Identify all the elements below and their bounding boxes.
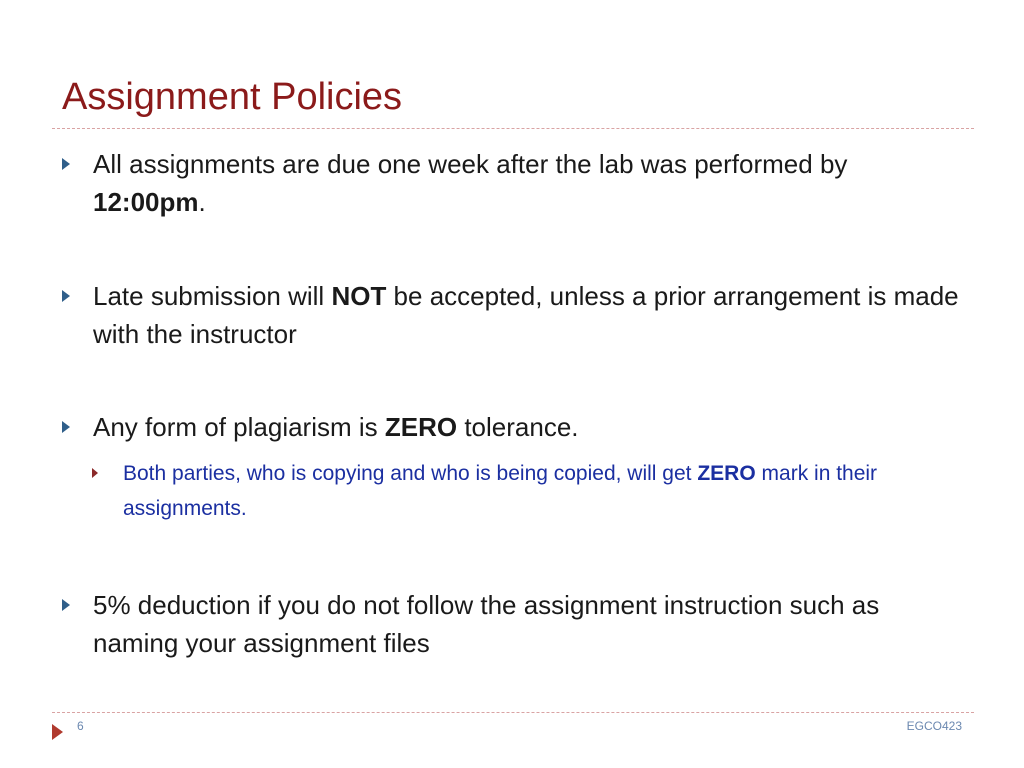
course-code: EGCO423 [906, 719, 962, 733]
bullet-text-pre: Any form of plagiarism is [93, 412, 385, 442]
footer-arrow-icon [52, 724, 63, 740]
bullet-text [93, 277, 962, 353]
page-number: 6 [77, 719, 84, 733]
bullet-text [93, 145, 962, 221]
bullet-arrow-icon [62, 421, 70, 433]
footer-divider [52, 712, 974, 713]
sub-bullet-item [92, 456, 952, 526]
bullet-text: 5% deduction if you do not follow the assignment instruction such as naming your assignment files [93, 590, 880, 658]
bullet-item [62, 408, 962, 446]
sub-bullet-text-bold: ZERO [697, 462, 756, 485]
sub-bullet-text-post: mark in their assignments. [123, 462, 878, 520]
bullet-item [62, 586, 962, 662]
title-divider [52, 128, 974, 129]
bullet-arrow-icon [62, 599, 70, 611]
bullet-arrow-icon [62, 158, 70, 170]
bullet-text-bold: NOT [331, 281, 387, 311]
bullet-item [62, 145, 962, 221]
bullet-text-post: be accepted, unless a prior arrangement is made with the instructor [93, 281, 959, 349]
bullet-text [93, 408, 962, 446]
bullet-arrow-icon [62, 290, 70, 302]
bullet-text-post: tolerance. [457, 412, 579, 442]
bullet-text-pre: All assignments are due one week after the lab was performed by [93, 149, 848, 179]
bullet-text-bold: ZERO [384, 412, 458, 442]
bullet-item [62, 277, 962, 353]
sub-bullet-text-pre: Both parties, who is copying and who is being copied, will get [123, 462, 698, 485]
bullet-text-bold: 12:00pm [93, 187, 199, 217]
slide-title: Assignment Policies [62, 76, 403, 118]
bullet-text-post: . [198, 187, 206, 217]
bullet-text-pre: Late submission will [93, 281, 332, 311]
sub-bullet-text [123, 456, 952, 526]
sub-bullet-arrow-icon [92, 468, 98, 478]
